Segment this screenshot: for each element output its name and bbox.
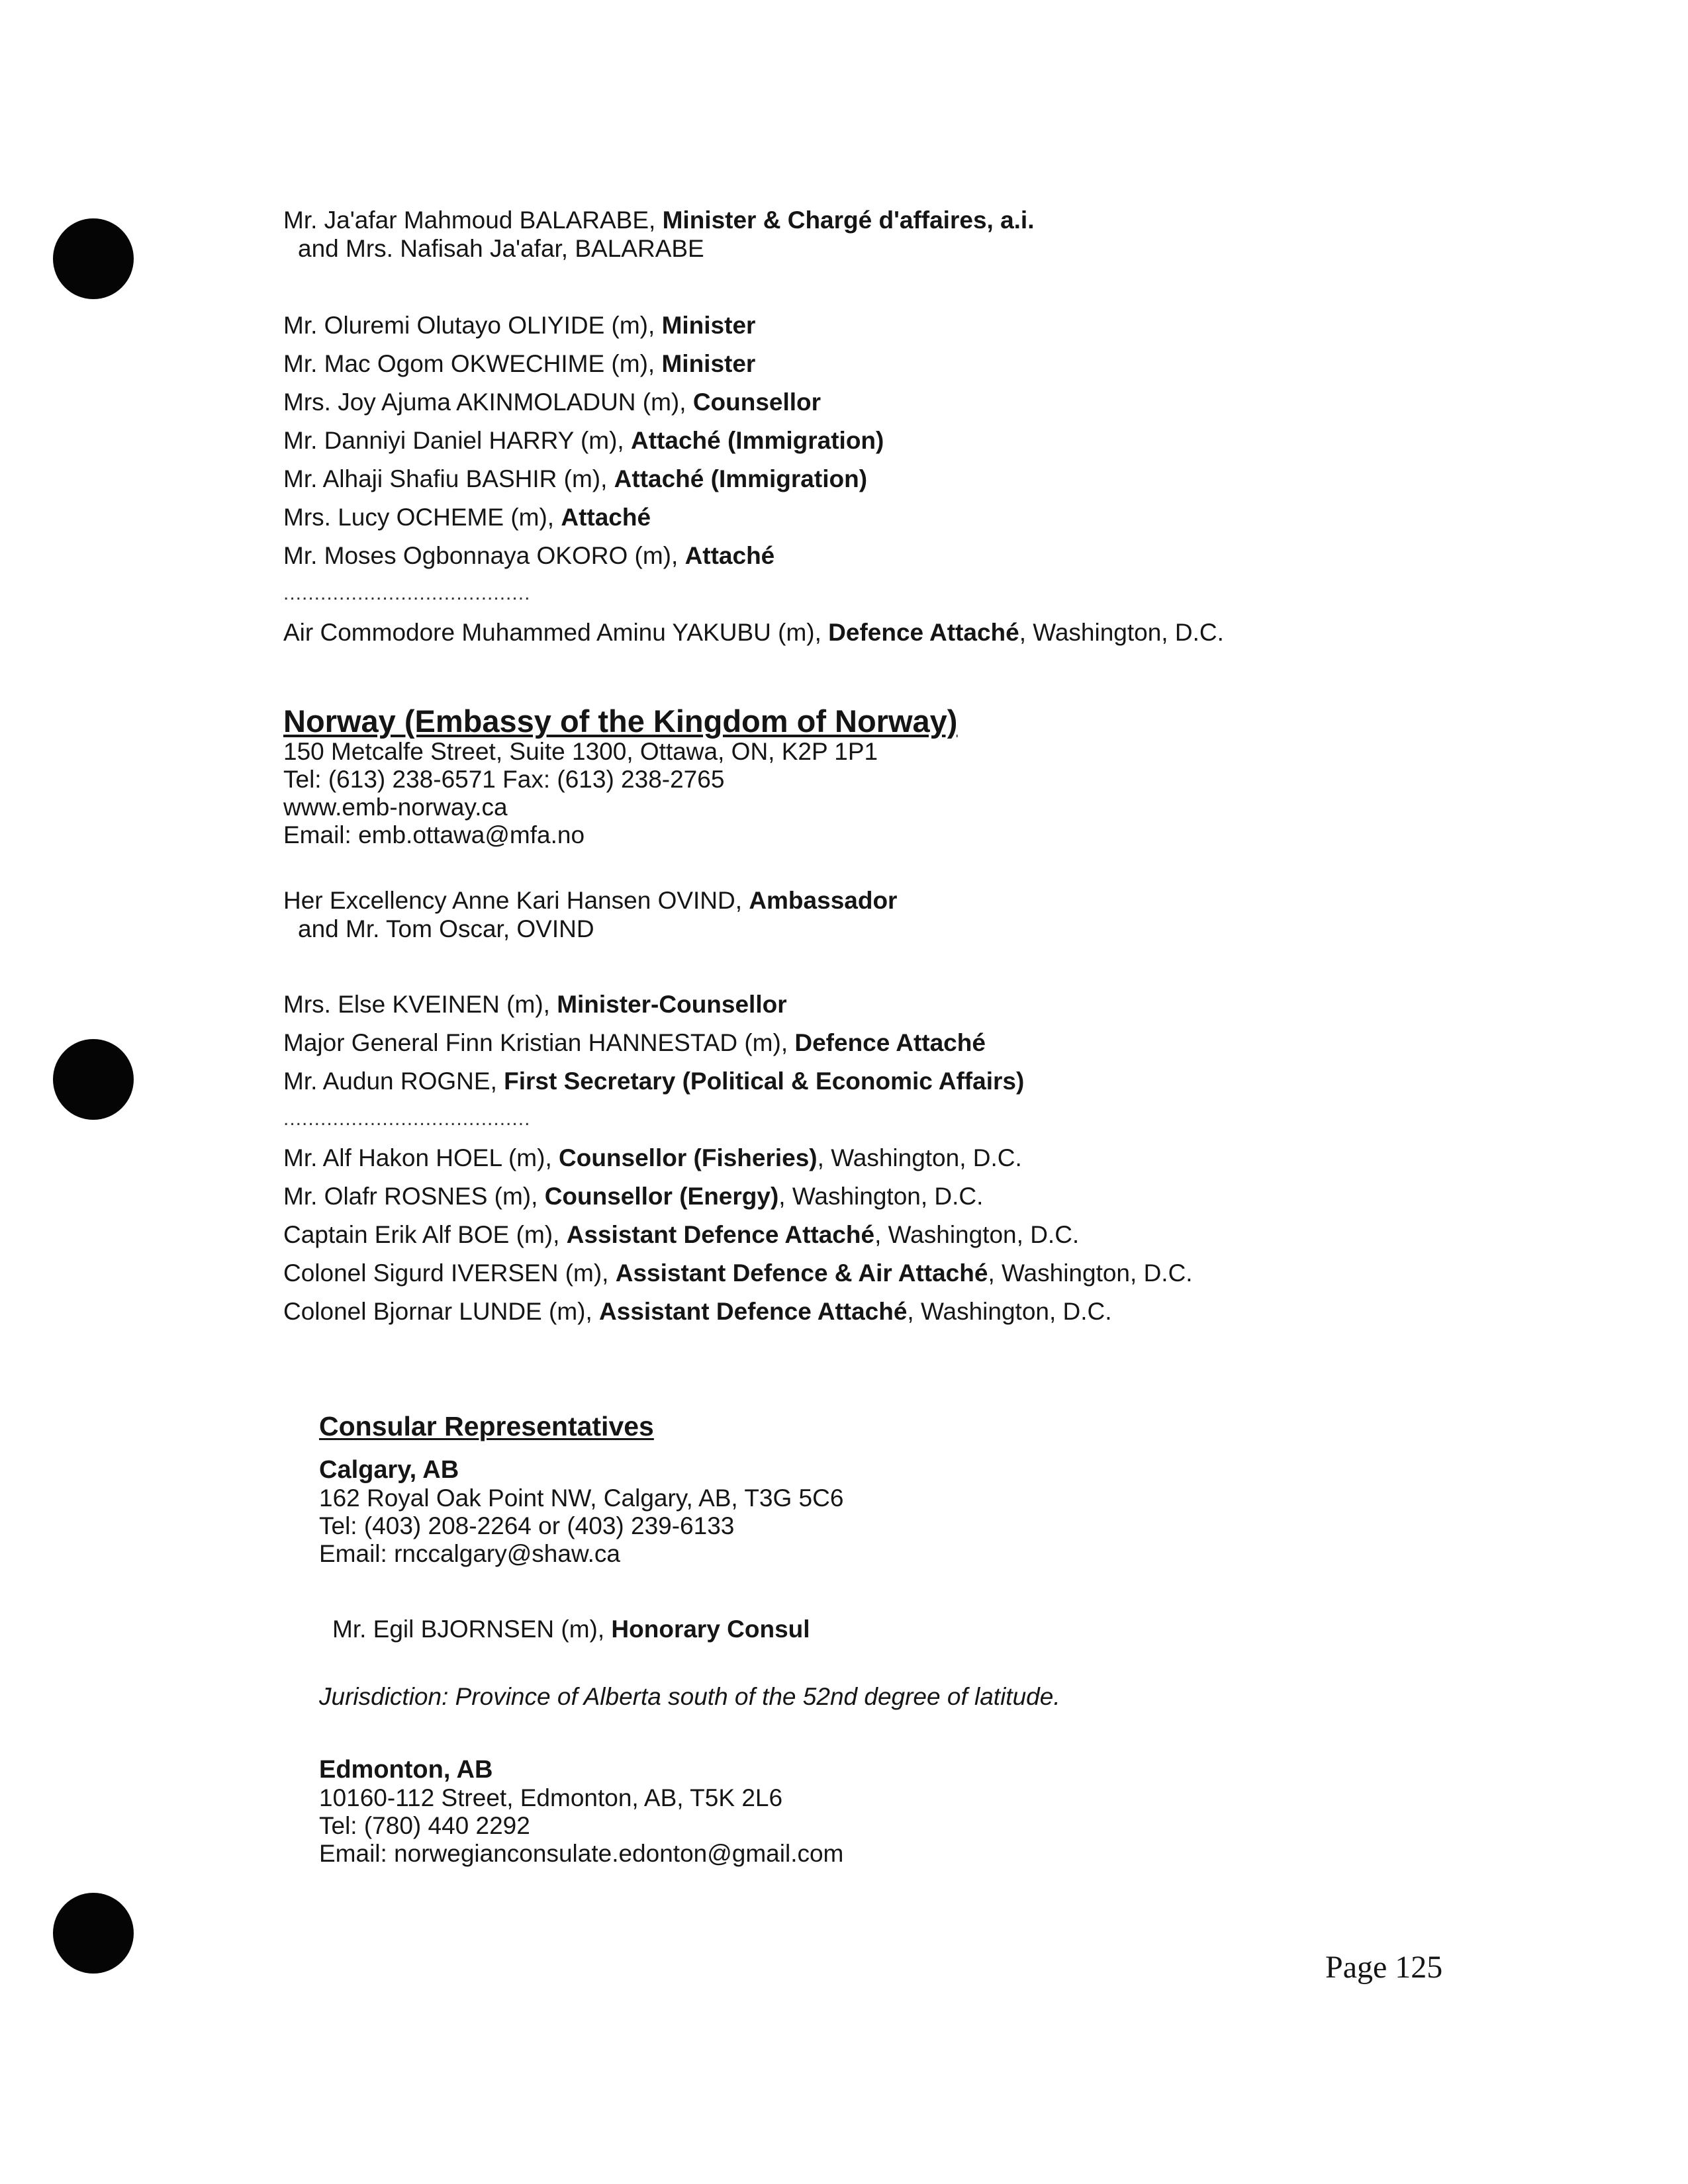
consulate-city: Calgary, AB (319, 1456, 459, 1484)
punch-hole (53, 1039, 134, 1120)
embassy-phone-fax: Tel: (613) 238-6571 Fax: (613) 238-2765 (283, 766, 725, 793)
head-of-mission-name: Mr. Ja'afar Mahmoud BALARABE, (283, 206, 663, 234)
staff-entry: Mr. Alhaji Shafiu BASHIR (m), Attaché (Immigration) (283, 465, 868, 492)
head-of-mission-name: Her Excellency Anne Kari Hansen OVIND, (283, 887, 749, 914)
consulate-address: 10160-112 Street, Edmonton, AB, T5K 2L6 (319, 1784, 783, 1811)
staff-entry: Mr. Moses Ogbonnaya OKORO (m), Attaché (283, 542, 775, 569)
spouse-line: and Mr. Tom Oscar, OVIND (298, 915, 594, 942)
staff-entry: Mrs. Else KVEINEN (m), Minister-Counsellor (283, 991, 787, 1018)
consulate-email: Email: norwegianconsulate.edonton@gmail.com (319, 1840, 844, 1867)
embassy-heading: Norway (Embassy of the Kingdom of Norway) (283, 704, 958, 739)
staff-entry-washington: Air Commodore Muhammed Aminu YAKUBU (m), Defence Attaché, Washington, D.C. (283, 619, 1224, 646)
staff-entry: Mr. Danniyi Daniel HARRY (m), Attaché (Immigration) (283, 427, 884, 454)
staff-entry-washington: Mr. Alf Hakon HOEL (m), Counsellor (Fisheries), Washington, D.C. (283, 1144, 1022, 1171)
consulate-city: Edmonton, AB (319, 1756, 493, 1784)
staff-entry-washington: Colonel Sigurd IVERSEN (m), Assistant Defence & Air Attaché, Washington, D.C. (283, 1259, 1193, 1287)
staff-entry: Mr. Mac Ogom OKWECHIME (m), Minister (283, 350, 756, 377)
page-number: Page 125 (1325, 1950, 1443, 1985)
staff-entry-washington: Colonel Bjornar LUNDE (m), Assistant Defence Attaché, Washington, D.C. (283, 1298, 1112, 1325)
head-of-mission-line (283, 887, 897, 915)
embassy-email: Email: emb.ottawa@mfa.no (283, 821, 585, 848)
staff-entry: Major General Finn Kristian HANNESTAD (m), Defence Attaché (283, 1029, 986, 1056)
staff-entry: Mrs. Lucy OCHEME (m), Attaché (283, 504, 651, 531)
consulate-phone: Tel: (780) 440 2292 (319, 1812, 530, 1839)
jurisdiction-note: Jurisdiction: Province of Alberta south of the 52nd degree of latitude. (319, 1683, 1060, 1710)
staff-entry: Mrs. Joy Ajuma AKINMOLADUN (m), Counsellor (283, 388, 821, 416)
consulate-email: Email: rnccalgary@shaw.ca (319, 1540, 621, 1567)
separator: ........................................ (283, 582, 531, 604)
spouse-line: and Mrs. Nafisah Ja'afar, BALARABE (298, 235, 704, 262)
consular-heading: Consular Representatives (319, 1411, 654, 1441)
embassy-website: www.emb-norway.ca (283, 794, 508, 821)
consulate-address: 162 Royal Oak Point NW, Calgary, AB, T3G 5C6 (319, 1484, 844, 1512)
head-of-mission-line (283, 206, 1035, 234)
embassy-address: 150 Metcalfe Street, Suite 1300, Ottawa, ON, K2P 1P1 (283, 738, 878, 765)
head-of-mission-title: Minister & Chargé d'affaires, a.i. (662, 206, 1035, 234)
consulate-phone: Tel: (403) 208-2264 or (403) 239-6133 (319, 1512, 735, 1539)
punch-hole (53, 218, 134, 299)
staff-entry: Mr. Oluremi Olutayo OLIYIDE (m), Minister (283, 312, 756, 339)
staff-entry-washington: Mr. Olafr ROSNES (m), Counsellor (Energy), Washington, D.C. (283, 1183, 984, 1210)
staff-entry: Mr. Audun ROGNE, First Secretary (Political & Economic Affairs) (283, 1068, 1025, 1095)
head-of-mission-title: Ambassador (749, 887, 898, 914)
separator: ........................................ (283, 1108, 531, 1130)
punch-hole (53, 1893, 134, 1974)
consul-entry: Mr. Egil BJORNSEN (m), Honorary Consul (332, 1615, 810, 1643)
staff-entry-washington: Captain Erik Alf BOE (m), Assistant Defence Attaché, Washington, D.C. (283, 1221, 1080, 1248)
